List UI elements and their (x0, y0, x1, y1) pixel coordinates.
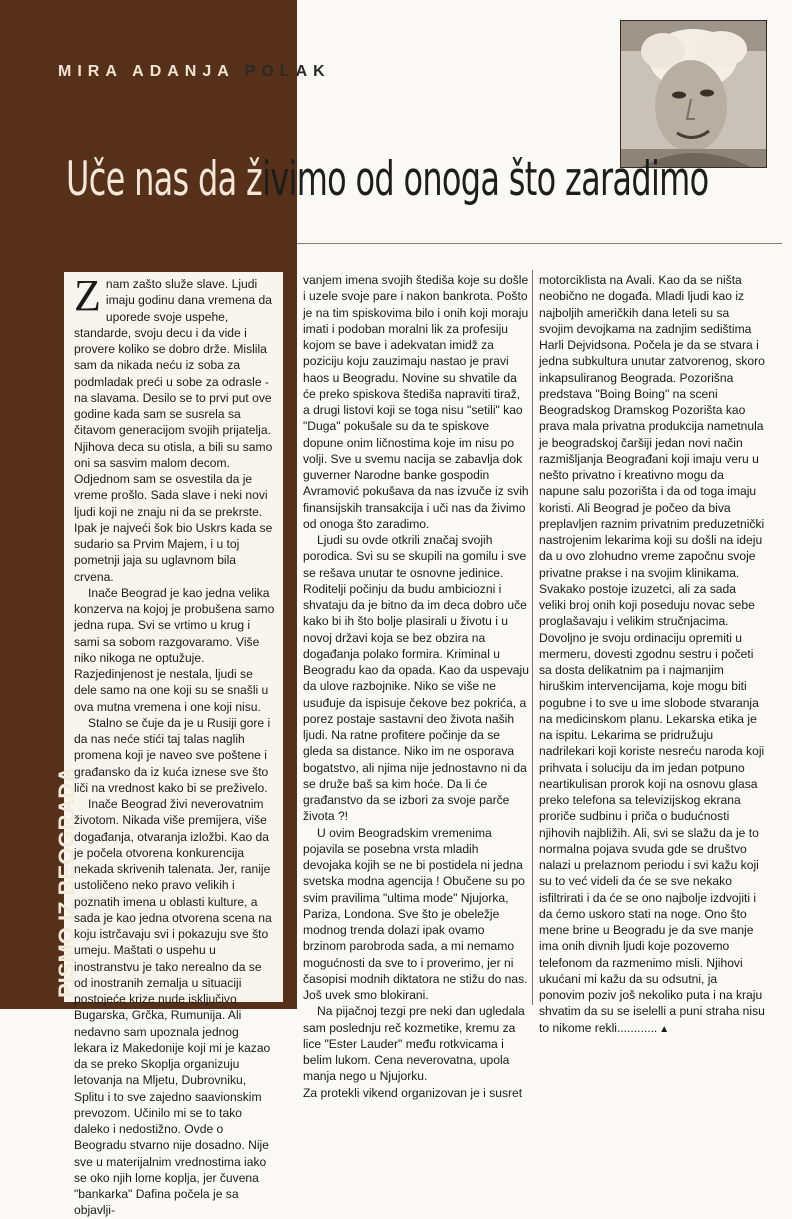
paragraph: Stalno se čuje da je u Rusiji gore i da nas neće stići taj talas naglih promena koji je naveo sve poštene i građansko da iz kuća iznese sve što liči na vrednost kako bi se preživelo. (74, 715, 271, 795)
headline-right-part: ivimo od onoga što zaradimo (262, 152, 709, 207)
paragraph: Na pijačnoj tezgi pre neki dan ugledala sam poslednju reč kozmetike, kremu za lice "Ester Lauder" među rotkvicama i belim lukom. Cena neverovatna, upola manja nego u Njujorku. (303, 1004, 525, 1084)
author-surname: POLAK (244, 63, 331, 80)
author-first-names: MIRA ADANJA (58, 63, 245, 80)
paragraph: vanjem imena svojih štediša koje su došle i uzele svoje pare i nakon bankrota. Pošto je na tim spiskovima bilo i onih koji moraju imati i podoban moralni lik za profesiju kojom se bave i adekvatan imidž za poziciju koju zauzimaju nastao je pravi haos u Beogradu. Novine su shvatile da će preko spiskova štediša napraviti tiraž, a drugi listovi koji se toga nisu "setili" kao "Duga" pokušale su da te spiskove dopune onim ličnostima koje im nisu po volji. Sve u svemu nacija se zabavlja dok guverner Narodne banke gospodin Avramović pokušava da nas izvuče iz svih finansijskih transakcija i uči nas da živimo od onoga što zaradimo. (303, 273, 529, 531)
article-column-3 (539, 272, 765, 1038)
paragraph: Za protekli vikend organizovan je i susret (303, 1085, 523, 1100)
paragraph: Inače Beograd živi neverovatnim životom. Nikada više premijera, više događanja, otvaranja izložbi. Kao da je počela otvorena konkurencija nekada skrivenih talenata. Jer, ranije ustoličeno neko pravo velikih i poznatih imena u oblasti kulture, a sada je kao jedna otvorena scena na koju istrčavaju svi i pokazuju sve što umeju. Maštati o uspehu u inostranstvu je tako nerealno da se od inostranih zemalja u situaciji postojeće krize nude isključivo Bugarska, Grčka, Rumunija. Ali nedavno sam upoznala jednog lekara iz Makedonije koji mi je kazao da se preko Skoplja organizuju letovanja na Mljetu, Dubrovniku, Splitu i to sve zajedno saavionskim prevozom. Učinilo mi se to tako daleko i nedostižno. Ovde o Beogradu stvarno nije dosadno. Nije sve u materijalnim vrednostima iako se oko njih lome koplja, jer čuvena "bankarka" Dafina počela je sa objavlji- (74, 797, 272, 1218)
paragraph: Ljudi su ovde otkrili značaj svojih porodica. Svi su se skupili na gomilu i sve se rešava unutar te osnovne jedinice. Roditelji počinju da budu ambiciozni i shvataju da je bitno da im deca dobro uče kako bi ih što bolje plasirali u životu i u novoj državi koja se bez obzira na događanja polako formira. Kriminal u Beogradu kao da opada. Kao da uspevaju da ulove razbojnike. Niko se više ne usuđuje da ispisuje čekove bez pokrića, a porez postaje sastavni deo života naših ljudi. Na ratne profitere počinje da se gleda sa distance. Niko im ne osporava bogatstvo, ali njima nije jednostavno ni da se druže baš sa kim hoće. Da li će građanstvo da se izbori za svoje parče života ?! (303, 533, 529, 824)
column-divider (532, 270, 533, 1005)
portrait-photo-icon (621, 21, 766, 167)
headline (66, 150, 708, 210)
headline-left-part: Uče nas da ž (66, 152, 263, 207)
section-label: PISMO IZ BEOGRADA (54, 766, 79, 998)
author-name (58, 63, 331, 81)
headline-rule (297, 243, 782, 244)
paragraph: U ovim Beogradskim vremenima pojavila se posebna vrsta mladih devojaka kojih se ne bi postidela ni jedna svetska modna agencija ! Obučene su po svim pravilima "ultima mode" Njujorka, Pariza, Londona. Sve što je obeležje modnog trenda dolazi ipak ovamo brzinom parobroda sada, a mi nemamo mogućnosti da sve to i proverimo, jer ni časopisi modnih diktatora ne stižu do nas. Još uvek smo blokirani. (303, 825, 528, 1002)
article-column-2 (303, 272, 529, 1101)
author-photo (620, 20, 767, 168)
paragraph-lead: nam zašto služe slave. Ljudi imaju godinu dana vremena da uporede svoje uspehe, standarde, svoju decu i da vide i provere koliko se dobro drže. Mislila sam da nikada neću iz soba za podmladak preći u sobe za odrasle - na slavama. Desilo se to prvi put ove godine kada sam se susrela sa čitavom generacijom svojih prijatelja. Njihova deca su otisla, a bili su samo oni sa sasvim malom decom. Odjednom sam se osvestila da je vreme prošlo. Sada slave i neki novi ljudi koji ne znaju ni da se prekrste. Ipak je najveći šok bio Uskrs kada se sudario sa Prvim Majem, i u toj pometnji jaja su uglavnom bila crvena. (74, 277, 273, 584)
drop-cap: Z (74, 271, 101, 320)
end-mark-icon: ▲ (659, 1023, 670, 1035)
paragraph-text: motorciklista na Avali. Kao da se ništa neobično ne događa. Mladi ljudi kao iz najboljih američkih dana leteli su sa svojim devojkama na zadnjim sedištima Harli Dejvidsona. Počela je da se stvara i jedna subkultura unutar zatvorenog, skoro inkapsuliranog Beograda. Pozorišna predstava "Boing Boing" na sceni Beogradskog Dramskog Pozorišta kao prava mala privatna produkcija nametnula je beogradskoj čaršiji jedan novi način razmišljanja Beograđani koji imaju veru u nešto privatno i kreativno mogu da napune salu pozorišta i da od toga imaju koristi. Ali Beograd je počeo da biva preplavljen raznim privatnim preduzetnički nastrojenim lekarima koji su došli na ideju da u ovo zlohudno vreme započnu svoje privatne prakse i na svojim klinikama. Svakako postoje izuzetci, ali za sada veliki broj onih koji poseduju novac sebe proglašavaju i velikim stručnjacima. Dovoljno je svoju ordinaciju opremiti u mermeru, dovesti zgodnu sestru i početi sa dosta delikatnim pa i najmanjim hiruškim intervencijama, koje mogu biti pogubne i to sve u ime slobode stvaranja na medicinskom planu. Lekarska etika je na ispitu. Lekarima se pridružuju nadrilekari koji koriste nesreću naroda koji prihvata i soluciju da im jedan potpuno neartikulisan prorok koji na osnovu glasa preko telefona sa televizijskog ekrana proriče sudbinu i priča o budućnosti njihovih najbližih. Ali, svi se slažu da je to normalna pojava svuda gde se društvo nalazi u prelaznom periodu i svi kažu koji su to već videli da će se sve nekako isfiltrirati i da će se ono najbolje izdvojiti i da ćemo uskoro stati na noge. Ono što mene brine u Beogradu je da sve manje ima onih divnih ljudi koje pozovemo telefonom da razmenimo misli. Njihovi ukućani mi kažu da su odsutni, ja ponovim poziv još nekoliko puta i na kraju shvatim da su se iselelli a puni straha nisu to nikome rekli............ (539, 273, 765, 1035)
paragraph: Inače Beograd je kao jedna velika konzerva na kojoj je probušena samo jedna rupa. Svi se vrtimo u krug i sami sa sobom razgovaramo. Više niko nikoga ne optužuje. Razjedinjenost je nestala, ljudi se dele samo na one koji su se snašli u ova mutna vremena i one koji nisu. (74, 585, 275, 714)
paragraph (539, 272, 765, 1038)
article-column-1 (64, 271, 283, 1218)
